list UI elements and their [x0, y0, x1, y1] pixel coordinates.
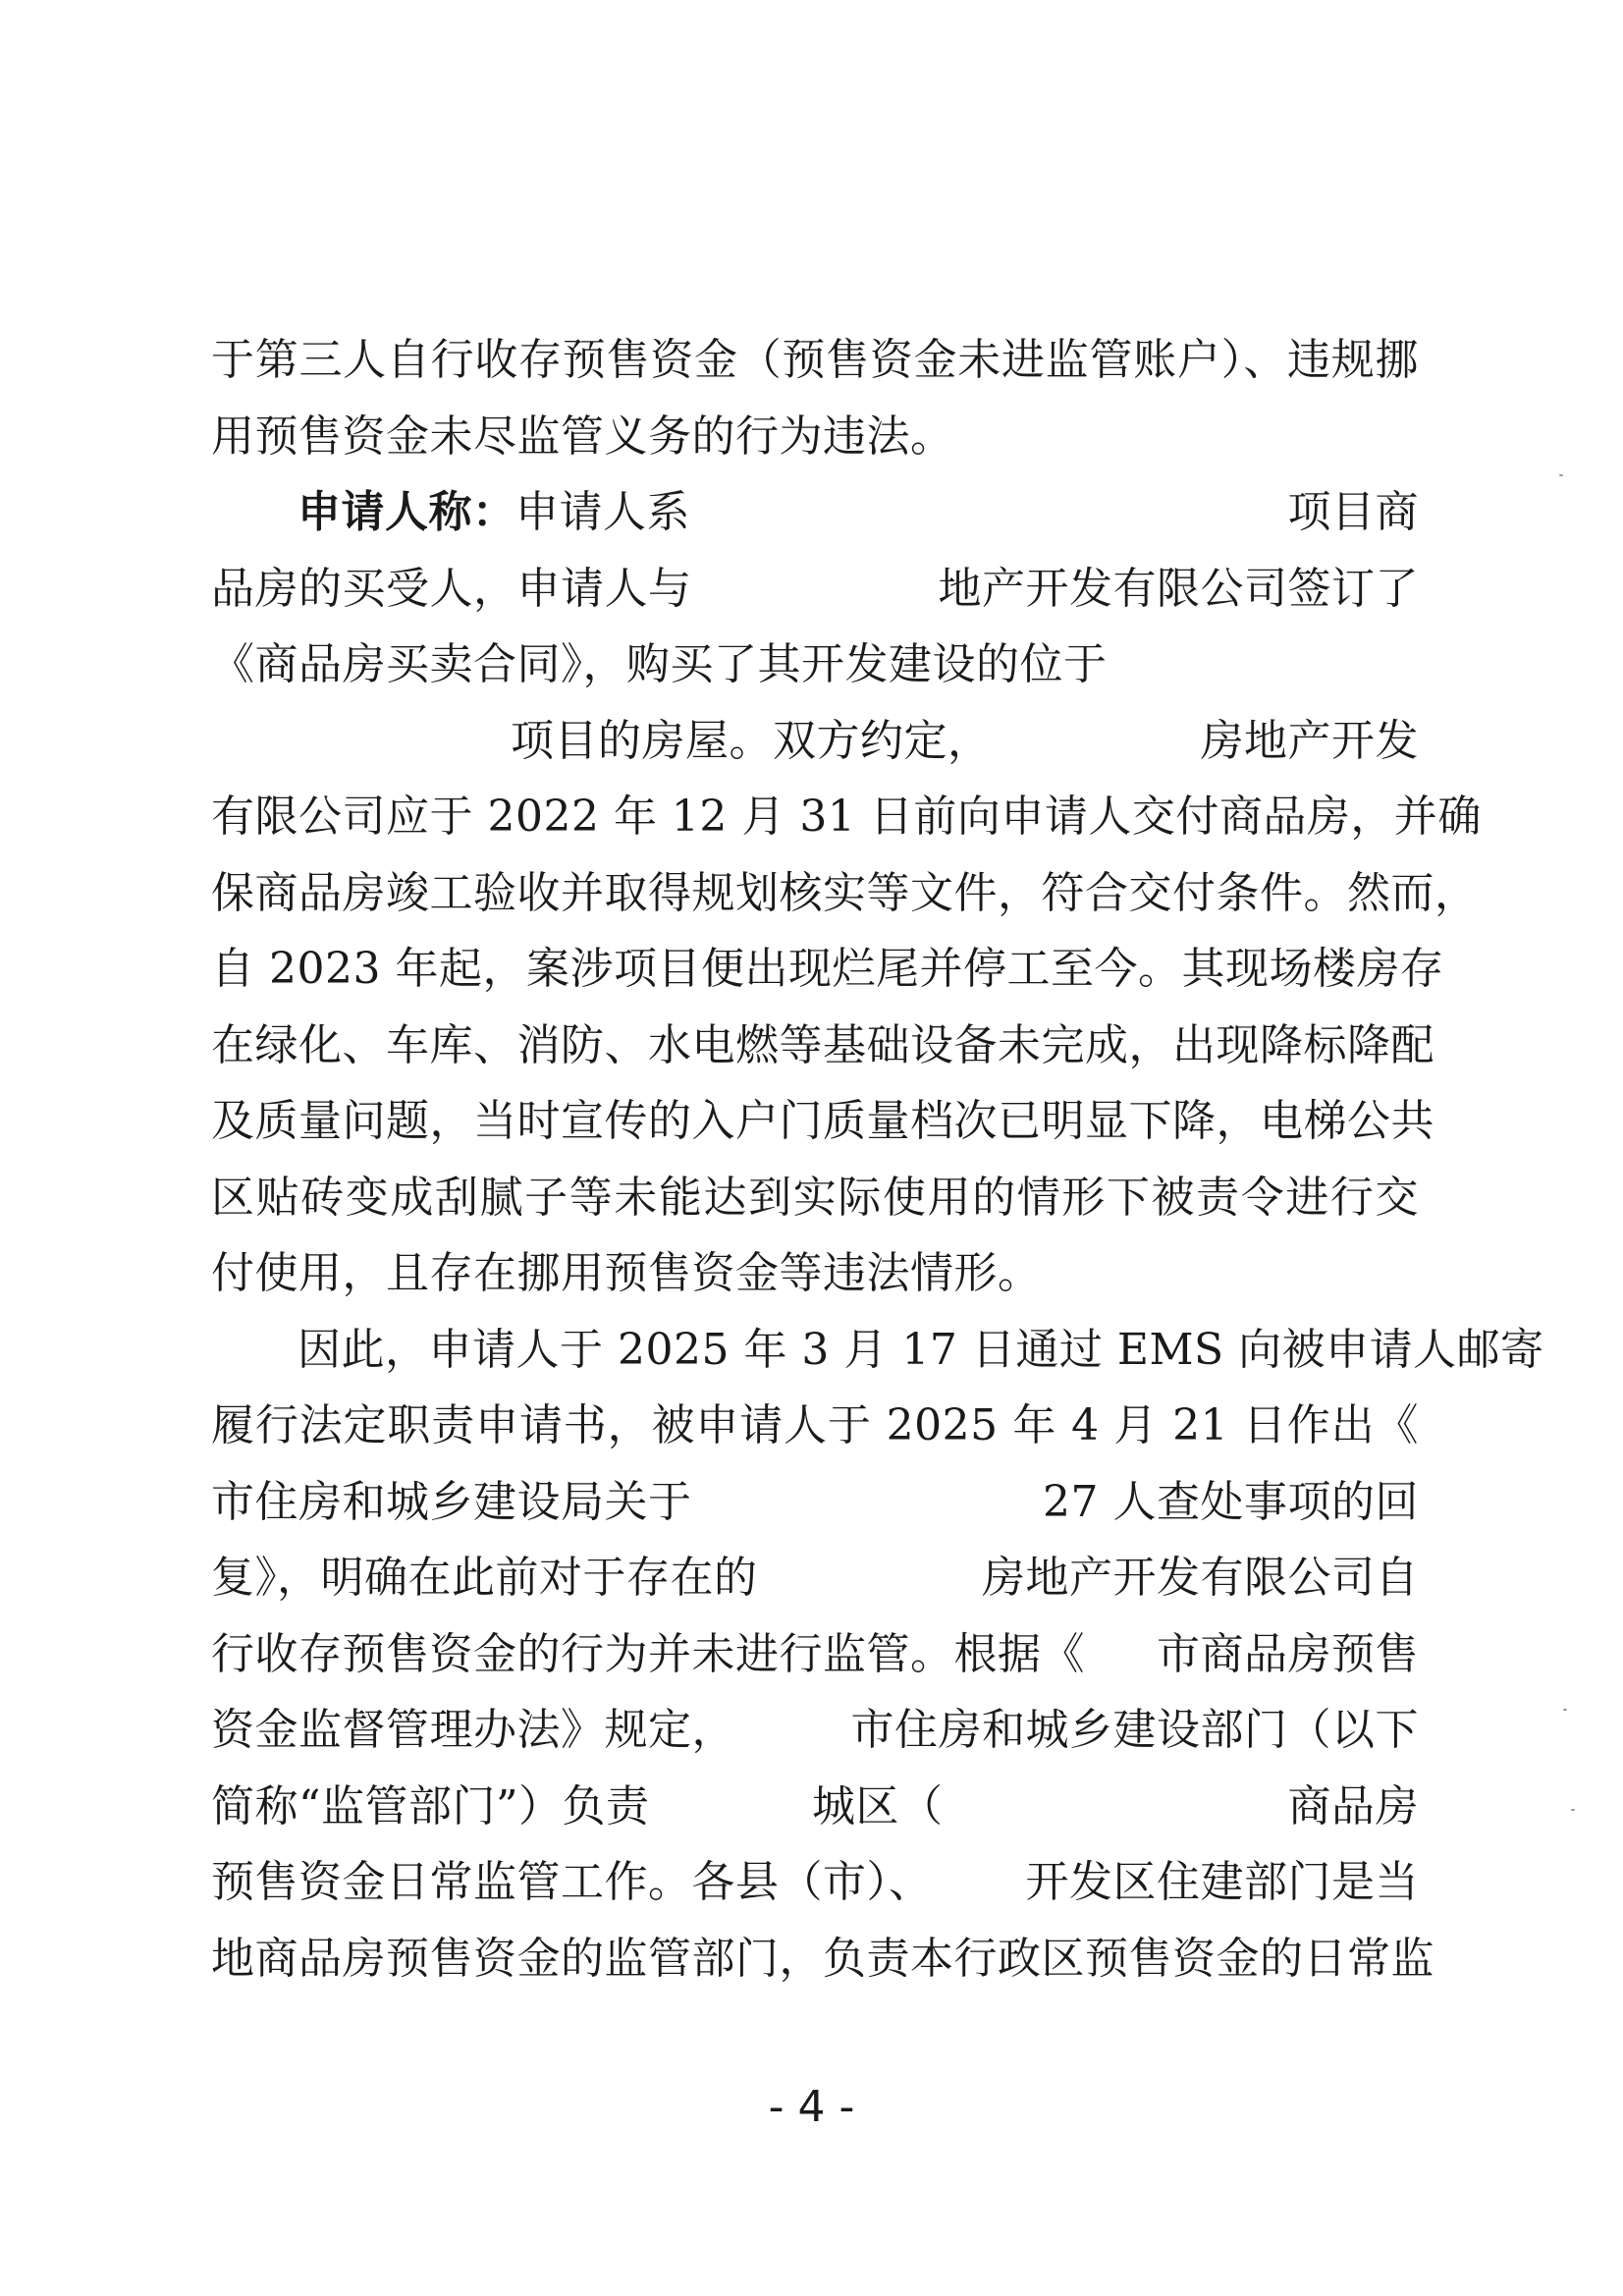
text-line: 因此，申请人于 2025 年 3 月 17 日通过 EMS 向被申请人邮寄	[298, 1324, 1544, 1375]
applicant-claim-heading: 申请人称：	[298, 487, 516, 537]
text-line: 及质量问题，当时宣传的入户门质量档次已明显下降，电梯公共	[211, 1096, 1434, 1146]
text-line: 地商品房预售资金的监管部门，负责本行政区预售资金的日常监	[211, 1933, 1434, 1984]
text-line	[211, 551, 1419, 628]
text-line: 用预售资金未尽监管义务的行为违法。	[211, 410, 954, 462]
text-segment: 27 人查处事项的回	[1043, 1476, 1419, 1527]
text-line: 履行法定职责申请书，被申请人于 2025 年 4 月 21 日作出《	[211, 1400, 1419, 1450]
text-segment: 开发区住建部门是当	[1025, 1857, 1419, 1907]
text-segment: 项目商	[1287, 487, 1419, 537]
text-segment: 简称“监管部门”）负责	[211, 1780, 650, 1831]
text-line	[211, 703, 1419, 780]
text-line: 区贴砖变成刮腻子等未能达到实际使用的情形下被责令进行交	[211, 1172, 1419, 1223]
text-segment: 房地产开发	[1200, 715, 1419, 766]
page-number: - 4 -	[768, 2082, 855, 2132]
text-segment: 商品房	[1287, 1780, 1419, 1831]
text-segment: 预售资金日常监管工作。各县（市）、	[211, 1857, 933, 1907]
text-line: 付使用，且存在挪用预售资金等违法情形。	[211, 1248, 1042, 1298]
text-line: 《商品房买卖合同》，购买了其开发建设的位于	[211, 639, 1108, 689]
text-segment: 品房的买受人，申请人与	[211, 563, 692, 614]
text-line	[211, 1616, 1419, 1693]
text-segment: 市住房和城乡建设部门（以下	[850, 1705, 1419, 1755]
text-line	[211, 1769, 1419, 1845]
text-segment: 资金监督管理办法》规定，	[211, 1705, 735, 1755]
text-line	[211, 1464, 1419, 1541]
text-segment: 市住房和城乡建设局关于	[211, 1476, 692, 1527]
text-line: 在绿化、车库、消防、水电燃等基础设备未完成，出现降标降配	[211, 1019, 1434, 1070]
text-line: 有限公司应于 2022 年 12 月 31 日前向申请人交付商品房，并确	[211, 792, 1482, 842]
text-segment: 项目的房屋。双方约定，	[511, 715, 992, 766]
text-line: 保商品房竣工验收并取得规划核实等文件，符合交付条件。然而，	[211, 867, 1479, 918]
scan-speck	[1571, 1809, 1575, 1811]
text-segment: 申请人系	[515, 487, 690, 537]
text-segment: 房地产开发有限公司自	[982, 1553, 1419, 1603]
scan-speck	[1559, 474, 1563, 476]
text-segment: 复》，明确在此前对于存在的	[211, 1553, 758, 1603]
text-line	[211, 1844, 1419, 1921]
text-segment: 市商品房预售	[1157, 1628, 1419, 1679]
text-segment: 行收存预售资金的行为并未进行监管。根据《	[211, 1628, 1085, 1679]
document-body	[211, 322, 1544, 1996]
text-line: 自 2023 年起，案涉项目便出现烂尾并停工至今。其现场楼房存	[211, 944, 1444, 994]
text-line: 于第三人自行收存预售资金（预售资金未进监管账户）、违规挪	[211, 335, 1419, 385]
text-line	[211, 1692, 1419, 1769]
text-segment: 城区（	[812, 1780, 944, 1831]
text-segment: 地产开发有限公司签订了	[938, 563, 1419, 614]
text-line	[211, 474, 1419, 551]
scan-speck	[1563, 1709, 1567, 1711]
text-line	[211, 1540, 1419, 1616]
